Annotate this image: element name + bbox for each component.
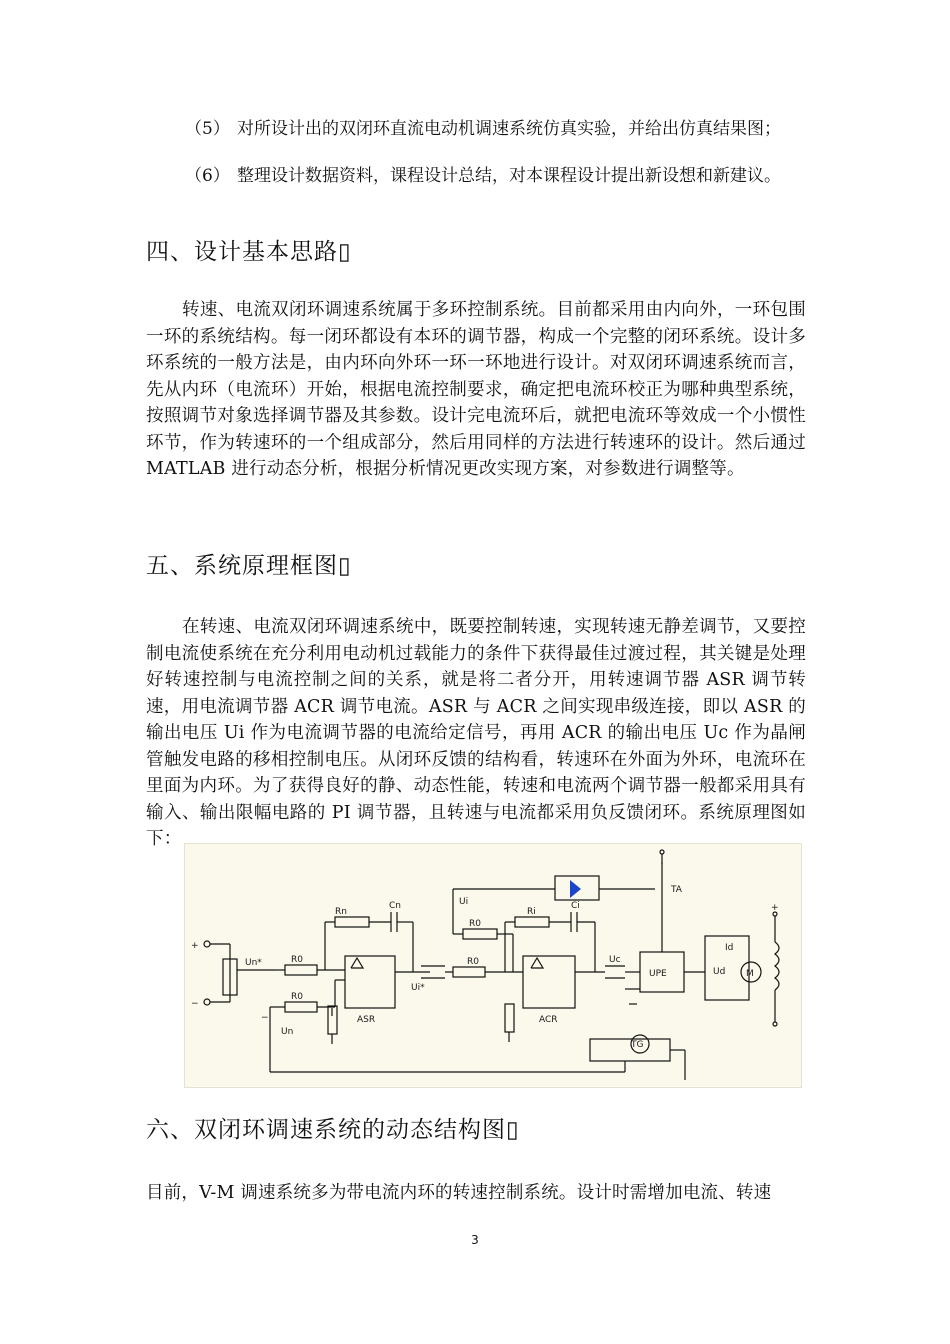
r0-label: R0: [291, 992, 303, 1002]
minus-feedback-label: −: [261, 1013, 269, 1023]
motor-label: M: [746, 969, 754, 979]
rn-label: Rn: [335, 907, 347, 917]
list-item-text: 对所设计出的双闭环直流电动机调速系统仿真实验，并给出仿真结果图；: [237, 119, 781, 139]
section-paragraph: 目前，V-M 调速系统多为带电流内环的转速控制系统。设计时需增加电流、转速: [146, 1183, 772, 1203]
asr-label: ASR: [357, 1015, 376, 1025]
id-label: Id: [725, 943, 734, 953]
section-heading: 六、双闭环调速系统的动态结构图▯: [146, 1117, 520, 1143]
uc-label: Uc: [609, 955, 621, 965]
system-principle-diagram: [184, 843, 802, 1088]
ci-label: Ci: [571, 901, 580, 911]
un-star-label: Un*: [245, 958, 262, 968]
ud-label: Ud: [713, 967, 726, 977]
upe-label: UPE: [649, 969, 667, 979]
section-paragraph: 转速、电流双闭环调速系统属于多环控制系统。目前都采用由内向外，一环包围一环的系统结构。每一闭环都设有本环的调节器，构成一个完整的闭环系统。设计多环系统的一般方法是，由内环向外环一环一环地进行设计。对双闭环调速系统而言，先从内环（电流环）开始，根据电流控制要求，确定把电流环校正为哪种典型系统，按照调节对象选择调节器及其参数。设计完电流环后，就把电流环等效成一个小惯性环节，作为转速环的一个组成部分，然后用同样的方法进行转速环的设计。然后通过 MATLAB 进行动态分析，根据分析情况更改实现方案，对参数进行调整等。: [146, 300, 806, 479]
r0-label: R0: [469, 919, 481, 929]
ri-label: Ri: [527, 907, 536, 917]
plus-input-label: +: [191, 941, 199, 951]
list-item-text: 整理设计数据资料，课程设计总结，对本课程设计提出新设想和新建议。: [237, 166, 781, 186]
ui-label: Ui: [459, 897, 469, 907]
missing-glyph-icon: ▯: [506, 1117, 520, 1143]
tg-label: TG: [631, 1040, 644, 1050]
ta-label: TA: [671, 885, 682, 895]
un-label: Un: [281, 1027, 294, 1037]
acr-label: ACR: [539, 1015, 558, 1025]
cn-label: Cn: [389, 901, 401, 911]
section-heading: 五、系统原理框图▯: [146, 553, 352, 579]
r0-label: R0: [467, 957, 479, 967]
missing-glyph-icon: ▯: [338, 553, 352, 579]
minus-input-label: −: [191, 999, 199, 1009]
r0-label: R0: [291, 955, 303, 965]
ui-star-label: Ui*: [411, 983, 425, 993]
plus-output-label: +: [771, 903, 779, 913]
missing-glyph-icon: ▯: [338, 239, 352, 265]
list-item-number: （5）: [185, 119, 230, 139]
page-number: 3: [471, 1233, 479, 1247]
list-item-number: （6）: [185, 166, 230, 186]
section-paragraph: 在转速、电流双闭环调速系统中，既要控制转速，实现转速无静差调节，又要控制电流使系统在充分利用电动机过载能力的条件下获得最佳过渡过程，其关键是处理好转速控制与电流控制之间的关系，就是将二者分开，用转速调节器 ASR 调节转速，用电流调节器 ACR 调节电流。ASR 与 ACR 之间实现串级连接，即以 ASR 的输出电压 Ui 作为电流调节器的电流给定信号，再用 ACR 的输出电压 Uc 作为晶闸管触发电路的移相控制电压。从闭环反馈的结构看，转速环在外面为外环，电流环在里面为内环。为了获得良好的静、动态性能，转速和电流两个调节器一般都采用具有输入、输出限幅电路的 PI 调节器，且转速与电流都采用负反馈闭环。系统原理图如下：: [146, 617, 806, 849]
section-heading: 四、设计基本思路▯: [146, 239, 352, 265]
